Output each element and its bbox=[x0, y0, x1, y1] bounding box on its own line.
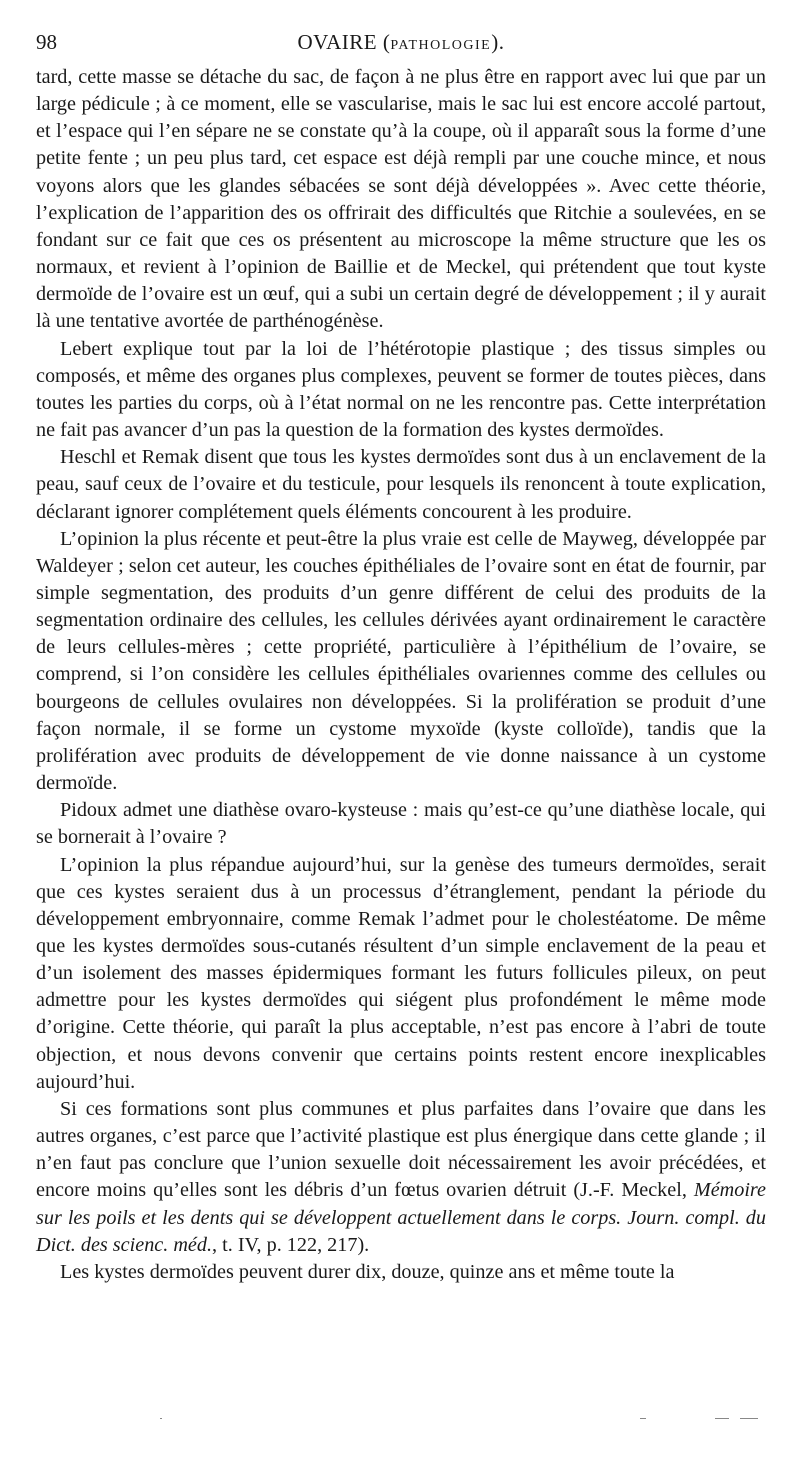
citation-lead-text: Si ces formations sont plus communes et plus parfaites dans l’ovaire que dans les autres organes, c’est parce que l’activité plastique est plus énergique dans cette glande ; il n’en faut pas conclure que l’union sexuelle doit nécessairement les avoir précédées, et encore moins qu’elles sont les débris d’un fœtus ovarien détruit (J.-F. Meckel, bbox=[36, 1097, 766, 1202]
citation-reference: , t. IV, p. 122, 217). bbox=[212, 1233, 370, 1256]
body-text bbox=[36, 64, 766, 1286]
paragraph-meckel-citation bbox=[36, 1096, 766, 1259]
running-title-subject: PATHOLOGIE bbox=[390, 38, 492, 53]
paragraph-lebert: Lebert explique tout par la loi de l’hétérotopie plastique ; des tissus simples ou composés, et même des organes plus complexes, peuvent se former de toutes pièces, dans toutes les parties du corps, où à l’état normal on ne les rencontre pas. Cette interprétation ne fait pas avancer d’un pas la question de la formation des kystes dermoïdes. bbox=[36, 337, 766, 442]
page-header bbox=[36, 30, 766, 64]
paragraph-heschl-remak: Heschl et Remak disent que tous les kystes dermoïdes sont dus à un enclavement de la peau, sauf ceux de l’ovaire et du testicule, pour lesquels ils renoncent à toute explication, déclarant ignorer complétement quels éléments concourent à les produire. bbox=[36, 446, 766, 523]
citation-title: Mémoire sur les poils et les dents qui se développent actuellement dans le corps. Journ. compl. du Dict. des scienc. méd. bbox=[36, 1179, 766, 1256]
running-title-end: ). bbox=[491, 30, 505, 54]
paragraph-mayweg-waldeyer: L’opinion la plus récente et peut-être la plus vraie est celle de Mayweg, développée par Waldeyer ; selon cet auteur, les couches épithéliales de l’ovaire sont en état de fournir, par simple segmentation, des produits d’un genre différent de celui des produits de la segmentation ordinaire des cellules, les cellules dérivées ayant ordinairement le caractère de leurs cellules-mères ; cette propriété, particulière à l’épithélium de l’ovaire, se comprend, si l’on considère les cellules épithéliales ovariennes comme des cellules ou bourgeons de cellules ovulaires non développées. Si la prolifération se produit d’une façon normale, il se forme un cystome myxoïde (kyste colloïde), tandis que la prolifération avec produits de développement de vie donne naissance à un cystome dermoïde. bbox=[36, 527, 766, 795]
paragraph-pidoux: Pidoux admet une diathèse ovaro-kysteuse : mais qu’est-ce qu’une diathèse locale, qui se bornerait à l’ovaire ? bbox=[36, 799, 766, 849]
paragraph-current-opinion: L’opinion la plus répandue aujourd’hui, sur la genèse des tumeurs dermoïdes, serait que ces kystes seraient dus à un processus d’étranglement, pendant la période du développement embryonnaire, comme Remak l’admet pour le cholestéatome. De même que les kystes dermoïdes sous-cutanés résultent d’un simple enclavement de la peau et d’un isolement des masses épidermiques formant les futurs follicules pileux, on peut admettre pour les kystes dermoïdes qui siégent plus profondément le même mode d’origine. Cette théorie, qui paraît la plus acceptable, n’est pas encore à l’abri de toute objection, et nous devons convenir que certains points restent encore inexplicables aujourd’hui. bbox=[36, 853, 766, 1093]
paragraph-continued: tard, cette masse se détache du sac, de façon à ne plus être en rapport avec lui que par un large pédicule ; à ce moment, elle se vascularise, mais le sac lui est encore accolé partout, et l’espace qui l’en sépare ne se constate qu’à la coupe, où il apparaît sous la forme d’une petite fente ; un peu plus tard, cet espace est déjà rempli par une couche mince, et nous voyons alors que les glandes sébacées se sont déjà développées ». Avec cette théorie, l’explication de l’apparition des os offrirait des difficultés que Ritchie a soulevées, en se fondant sur ce fait que ces os présentent au microscope la même structure que les os normaux, et revient à l’opinion de Baillie et de Meckel, qui prétendent que tout kyste dermoïde de l’ovaire est un œuf, qui a subi un certain degré de développement ; il y aurait là une tentative avortée de parthénogénèse. bbox=[36, 66, 766, 333]
page-number: 98 bbox=[36, 30, 57, 54]
running-title-main: OVAIRE ( bbox=[297, 30, 391, 54]
paragraph-duration: Les kystes dermoïdes peuvent durer dix, douze, quinze ans et même toute la bbox=[60, 1260, 675, 1283]
scan-specks bbox=[160, 1418, 770, 1428]
running-title bbox=[36, 30, 766, 55]
